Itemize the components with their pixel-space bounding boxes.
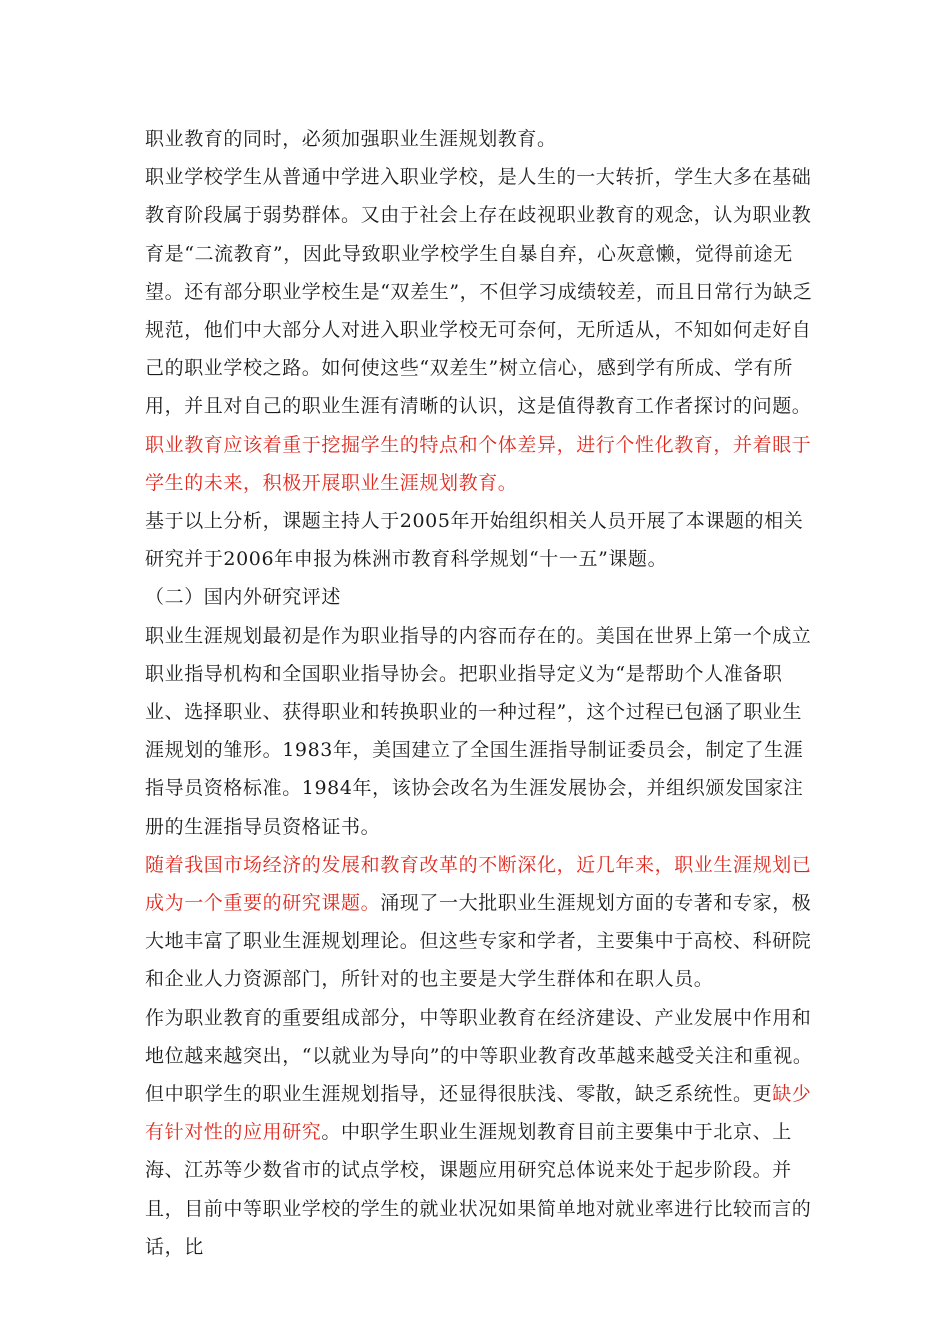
text-segment: 涌现了一大批职业生涯规划方面的专著和专家，极大地丰富了职业生涯规划理论。但这些专家和学者，主要集中于高校、科研院和企业人力资源部门，所针对的也主要是大学生群体和在职人员。: [145, 892, 812, 991]
text-segment: 职业学校学生从普通中学进入职业学校，是人生的一大转折，学生大多在基础教育阶段属于弱势群体。又由于社会上存在歧视职业教育的观念，认为职业教育是“二流教育”，因此导致职业学校学生自暴自弃，心灰意懒，觉得前途无望。还有部分职业学校生是“双差生”，不但学习成绩较差，而且日常行为缺乏规范，他们中大部分人对进入职业学校无可奈何，无所适从，不知如何走好自己的职业学校之路。如何使这些“双差生”树立信心，感到学有所成、学有所用，并且对自己的职业生涯有清晰的认识，这是值得教育工作者探讨的问题。: [145, 166, 813, 418]
paragraph-8: [145, 999, 817, 1266]
text-segment: 职业教育的同时，必须加强职业生涯规划教育。: [145, 128, 557, 150]
text-segment: 作为职业教育的重要组成部分，中等职业教育在经济建设、产业发展中作用和地位越来越突出，“以就业为导向”的中等职业教育改革越来越受关注和重视。但中职学生的职业生涯规划指导，还显得很肤浅、零散，缺乏系统性。更: [145, 1006, 813, 1106]
paragraph-6: [145, 617, 817, 846]
section-heading: [145, 578, 817, 616]
paragraph-3-highlighted: [145, 426, 817, 502]
text-segment: 基于以上分析，课题主持人于2005年开始组织相关人员开展了本课题的相关研究并于2006年申报为株洲市教育科学规划“十一五”课题。: [145, 510, 804, 571]
highlighted-text-segment: 职业教育应该着重于挖掘学生的特点和个体差异，进行个性化教育，并着眼于学生的未来，积极开展职业生涯规划教育。: [145, 433, 812, 494]
paragraph-2: [145, 158, 817, 425]
highlighted-text-segment: 随着我国市场经济的发展和教育改革的不断深化，近几年来，职业生涯规划已成为一个重要的研究课题。: [145, 853, 812, 915]
document-body: [145, 120, 817, 1266]
text-segment: 职业生涯规划最初是作为职业指导的内容而存在的。美国在世界上第一个成立职业指导机构和全国职业指导协会。把职业指导定义为“是帮助个人准备职业、选择职业、获得职业和转换职业的一种过程”，这个过程已包涵了职业生涯规划的雏形。1983年，美国建立了全国生涯指导制证委员会，制定了生涯指导员资格标准。1984年，该协会改名为生涯发展协会，并组织颁发国家注册的生涯指导员资格证书。: [145, 624, 812, 838]
paragraph-4: [145, 502, 817, 578]
text-segment: 。中职学生职业生涯规划教育目前主要集中于北京、上海、江苏等少数省市的试点学校，课题应用研究总体说来处于起步阶段。并且，目前中等职业学校的学生的就业状况如果简单地对就业率进行比较而言的话，比: [145, 1121, 812, 1258]
paragraph-1: [145, 120, 817, 158]
section-heading-text: （二）国内外研究评述: [145, 586, 342, 609]
paragraph-7: [145, 846, 817, 999]
highlighted-text-segment: 缺少有针对性的应用研究: [145, 1083, 812, 1144]
